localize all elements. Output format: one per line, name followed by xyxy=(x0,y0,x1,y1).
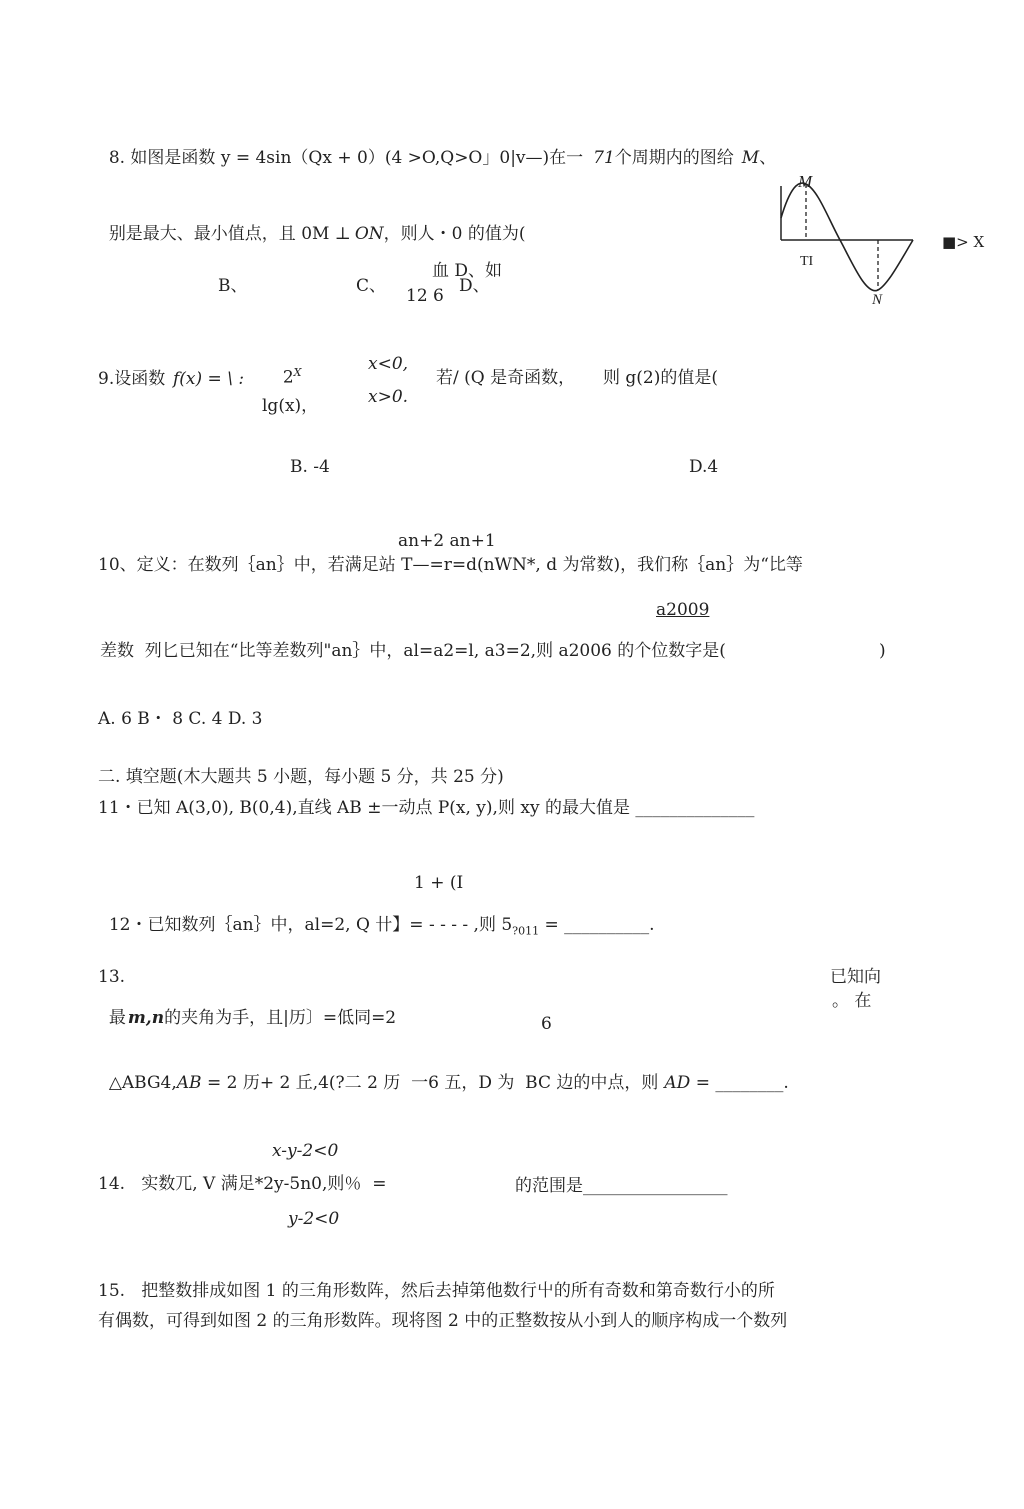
q13-line3-mid: = 2 历+ 2 丘,4(?二 2 历 一6 五，D 为 BC 边的中点，则 xyxy=(201,1073,659,1093)
graph-sine-curve xyxy=(781,183,913,291)
q11-text: 11・已知 A(3,0), B(0,4),直线 AB ±一动点 P(x, y),则 xy 的最大值是 ______________ xyxy=(98,798,755,818)
q13-triangle: △ABG4 xyxy=(108,1073,172,1093)
q12-line xyxy=(98,900,655,936)
q12-text: 12・已知数列｛an｝中，al=2, Q 卄】= - - - - ,则 5 xyxy=(108,915,513,935)
q13-line3-end: = ________. xyxy=(690,1073,789,1093)
q10-options: A. 6 B・ 8 C. 4 D. 3 xyxy=(98,709,263,729)
q9-option-b: B. -4 xyxy=(290,457,330,477)
q8-line2 xyxy=(98,209,526,243)
q9-prefix: 9.设函数 xyxy=(98,369,166,389)
graph-label-TI: TI xyxy=(800,254,814,269)
q13-six: 6 xyxy=(541,1014,552,1034)
section-2-title: 二. 填空题(木大题共 5 小题，每小题 5 分，共 25 分) xyxy=(98,767,504,787)
q15-line2: 有偶数，可得到如图 2 的三角形数阵。现将图 2 中的正整数按从小到人的顺序构成一个数列 xyxy=(98,1311,788,1331)
q8-line1-text: 8. 如图是函数 y = 4sin（Qx + 0）(4 >O,Q>O」0|v—)在一 xyxy=(108,148,584,168)
sine-graph xyxy=(770,168,930,310)
q14-main: 14. 实数兀, V 满足*2y-5n0,则％ = xyxy=(98,1174,387,1194)
q8-option-b: B、 xyxy=(218,276,248,296)
q13-line-rest: 的夹角为手，且|历〕=低同=2 xyxy=(164,1008,397,1028)
q12-subscript: ?011 xyxy=(512,924,540,938)
graph-label-N: N xyxy=(872,292,883,308)
q13-comma: , xyxy=(171,1073,177,1093)
q8-option-d-number: 12 6 xyxy=(406,286,444,306)
q8-line1-italic: 71 xyxy=(593,148,615,168)
q13-right-1: 已知向 xyxy=(830,967,881,987)
q9-mid: 若/ (Q 是奇函数， xyxy=(436,368,576,388)
q9-condition-1: x<0, xyxy=(368,354,409,374)
q9-option-d: D.4 xyxy=(689,457,719,477)
q8-line2-ON: ON xyxy=(354,224,384,244)
q8-option-d-top: 血 D、如 xyxy=(432,261,503,281)
q10-line1: 10、定义：在数列｛an｝中，若满足站 T—=r=d(nWN*, d 为常数)，我们称｛an｝为“比等 xyxy=(98,555,803,575)
q9-power xyxy=(272,350,301,387)
q10-a2009: a2009 xyxy=(656,600,710,620)
q13-line-prefix: 最 xyxy=(108,1008,126,1028)
q9-condition-2: x>0. xyxy=(368,387,409,407)
q15-line1: 15. 把整数排成如图 1 的三角形数阵，然后去掉第他数行屮的所有奇数和第奇数行小的所 xyxy=(98,1281,775,1301)
q8-line2-tail: ，则人・0 的值为( xyxy=(383,224,526,244)
q14-range: 的范围是_________________ xyxy=(515,1176,728,1196)
q13-mn: m,n xyxy=(127,1008,165,1028)
q14-condition-3: y-2<0 xyxy=(288,1209,340,1229)
graph-axis-label: ■> X xyxy=(942,233,985,251)
q13-AB: AB xyxy=(176,1073,202,1093)
q10-fraction-top: an+2 an+1 xyxy=(398,531,496,551)
q8-line1-tail: 个周期内的图给 xyxy=(614,148,734,168)
q13-line3 xyxy=(98,1058,789,1092)
q10-line2: 差数 列匕已知在“比等差数列"an｝中，al=a2=l, a3=2,则 a2006 的个位数字是( xyxy=(100,641,726,661)
q8-line2-text: 别是最大、最小值点，且 0M ⊥ xyxy=(108,224,351,244)
q9-log: lg(x)， xyxy=(262,396,319,416)
q13-line xyxy=(98,993,396,1027)
q8-option-c: C、 xyxy=(356,276,387,296)
q8-line1 xyxy=(98,133,776,167)
q13-number: 13. xyxy=(98,967,126,987)
q9-tail: 则 g(2)的值是( xyxy=(603,368,718,388)
q13-right-2: 。 在 xyxy=(832,991,872,1011)
q9-power-exp: X xyxy=(293,366,302,379)
q12-tail: = __________. xyxy=(539,915,655,935)
q9-fx: f(x) = \ : xyxy=(173,369,245,389)
q8-option-d-label: D、 xyxy=(459,276,490,296)
q14-condition-1: x-y-2<0 xyxy=(272,1141,339,1161)
q12-fraction-top: 1 + (I xyxy=(414,873,464,893)
graph-label-M: M xyxy=(798,172,813,191)
q8-line1-M: M xyxy=(741,148,760,168)
q8-line1-end: 、 xyxy=(759,148,777,168)
q9-power-base: 2 xyxy=(282,367,294,388)
q10-paren: ) xyxy=(879,641,886,661)
q13-AD: AD xyxy=(664,1073,691,1093)
